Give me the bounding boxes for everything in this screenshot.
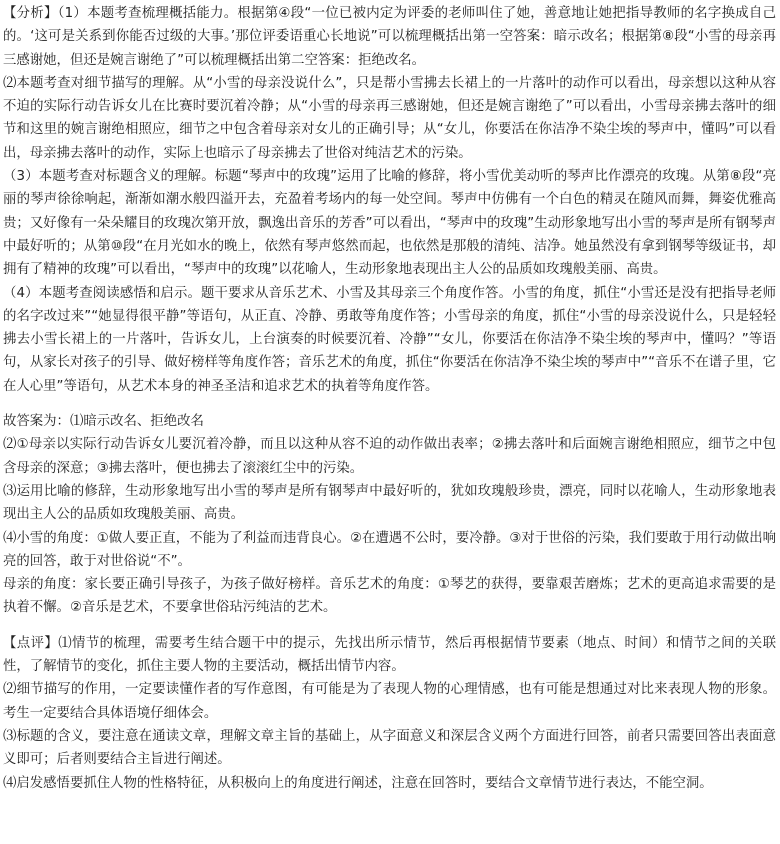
answer-part-1: 故答案为：⑴暗示改名、拒绝改名	[3, 414, 204, 430]
comment-part-3: ⑶标题的含义，要注意在通读文章，理解文章主旨的基础上，从字面意义和深层含义两个方面进行回答，前者只需要回答出表面意义即可；后者则要结合主旨进行阐述。	[3, 728, 776, 768]
answer-part-4: ⑷小雪的角度：①做人要正直，不能为了利益而违背良心。②在遭遇不公时，要冷静。③对于世俗的污染，我们要敢于用行动做出响亮的回答，敢于对世俗说“不”。	[3, 530, 776, 569]
answer-part-3: ⑶运用比喻的修辞，生动形象地写出小雪的琴声是所有钢琴声中最好听的，犹如玫瑰般珍贵，漂亮，同时以花喻人，生动形象地表现出主人公的品质如玫瑰般美丽、高贵。	[3, 483, 776, 523]
analysis-part-3: （3）本题考查对标题含义的理解。标题“琴声中的玫瑰”运用了比喻的修辞，将小雪优美动听的琴声比作漂亮的玫瑰。从第⑧段“亮丽的琴声徐徐响起，渐渐如潮水般四溢开去，充盈着考场内的每一处空间。琴声中仿佛有一个白色的精灵在随风而舞，舞姿优雅高贵；又好像有一朵朵耀目的玫瑰次第开放，飘逸出音乐的芳香”可以看出，“琴声中的玫瑰”生动形象地写出小雪的琴声是所有钢琴声中最好听的；从第⑩段“在月光如水的晚上，依然有琴声悠然而起，也依然是那般的清纯、洁净。她虽然没有拿到钢琴等级证书，却拥有了精神的玫瑰”可以看出，“琴声中的玫瑰”以花喻人，生动形象地表现出主人公的品质如玫瑰般美丽、高贵。	[3, 169, 776, 278]
section-gap	[3, 398, 776, 410]
answer-part-5: 母亲的角度：家长要正确引导孩子，为孩子做好榜样。音乐艺术的角度：①琴艺的获得，要靠艰苦磨炼；艺术的更高追求需要的是执着不懈。②音乐是艺术，不要拿世俗玷污纯洁的艺术。	[3, 577, 776, 616]
analysis-part-1: 【分析】（1）本题考查梳理概括能力。根据第④段“一位已被内定为评委的老师叫住了她，善意地让她把指导教师的名字换成自己的。‘这可是关系到你能否过级的大事。’那位评委语重心长地说”可以梳理概括出第一空答案：暗示改名；根据第⑧段“小雪的母亲再三感谢她，但还是婉言谢绝了”可以梳理概括出第二空答案：拒绝改名。	[3, 6, 776, 68]
analysis-part-4: （4）本题考查阅读感悟和启示。题干要求从音乐艺术、小雪及其母亲三个角度作答。小雪的角度，抓住“小雪还是没有把指导老师的名字改过来”“她显得很平静”等语句，从正直、冷静、勇敢等角度作答；小雪母亲的角度，抓住“小雪的母亲没说什么，只是轻轻拂去小雪长裙上的一片落叶，告诉女儿，上台演奏的时候要沉着、冷静”“女儿，你要活在你洁净不染尘埃的琴声中，懂吗？”等语句，从家长对孩子的引导、做好榜样等角度作答；音乐艺术的角度，抓住“你要活在你洁净不染尘埃的琴声中”“音乐不在谱子里，它在人心里”等语句，从艺术本身的神圣圣洁和追求艺术的执着等角度作答。	[3, 285, 776, 394]
answer-part-2: ⑵①母亲以实际行动告诉女儿要沉着冷静，而且以这种从容不迫的动作做出表率；②拂去落叶和后面婉言谢绝相照应，细节之中包含母亲的深意；③拂去落叶，便也拂去了滚滚红尘中的污染。	[3, 437, 776, 476]
analysis-part-2: ⑵本题考查对细节描写的理解。从“小雪的母亲没说什么”，只是帮小雪拂去长裙上的一片落叶的动作可以看出，母亲想以这种从容不迫的实际行动告诉女儿在比赛时要沉着冷静；从“小雪的母亲再三感谢她，但还是婉言谢绝了”可以看出，小雪母亲拂去落叶的细节和这里的婉言谢绝相照应，细节之中包含着母亲对女儿的正确引导；从“女儿，你要活在你洁净不染尘埃的琴声中，懂吗”可以看出，母亲拂去落叶的动作，实际上也暗示了母亲拂去了世俗对纯洁艺术的污染。	[3, 75, 776, 161]
comment-part-1: 【点评】⑴情节的梳理，需要考生结合题干中的提示，先找出所示情节，然后再根据情节要素（地点、时间）和情节之间的关联性，了解情节的变化，抓住主要人物的主要活动，概括出情节内容。	[3, 635, 776, 675]
comment-part-2: ⑵细节描写的作用，一定要读懂作者的写作意图，有可能是为了表现人物的心理情感，也有可能是想通过对比来表现人物的形象。考生一定要结合具体语境仔细体会。	[3, 682, 776, 721]
section-gap	[3, 620, 776, 632]
comment-part-4: ⑷启发感悟要抓住人物的性格特征，从积极向上的角度进行阐述，注意在回答时，要结合文章情节进行表达，不能空洞。	[3, 775, 713, 791]
